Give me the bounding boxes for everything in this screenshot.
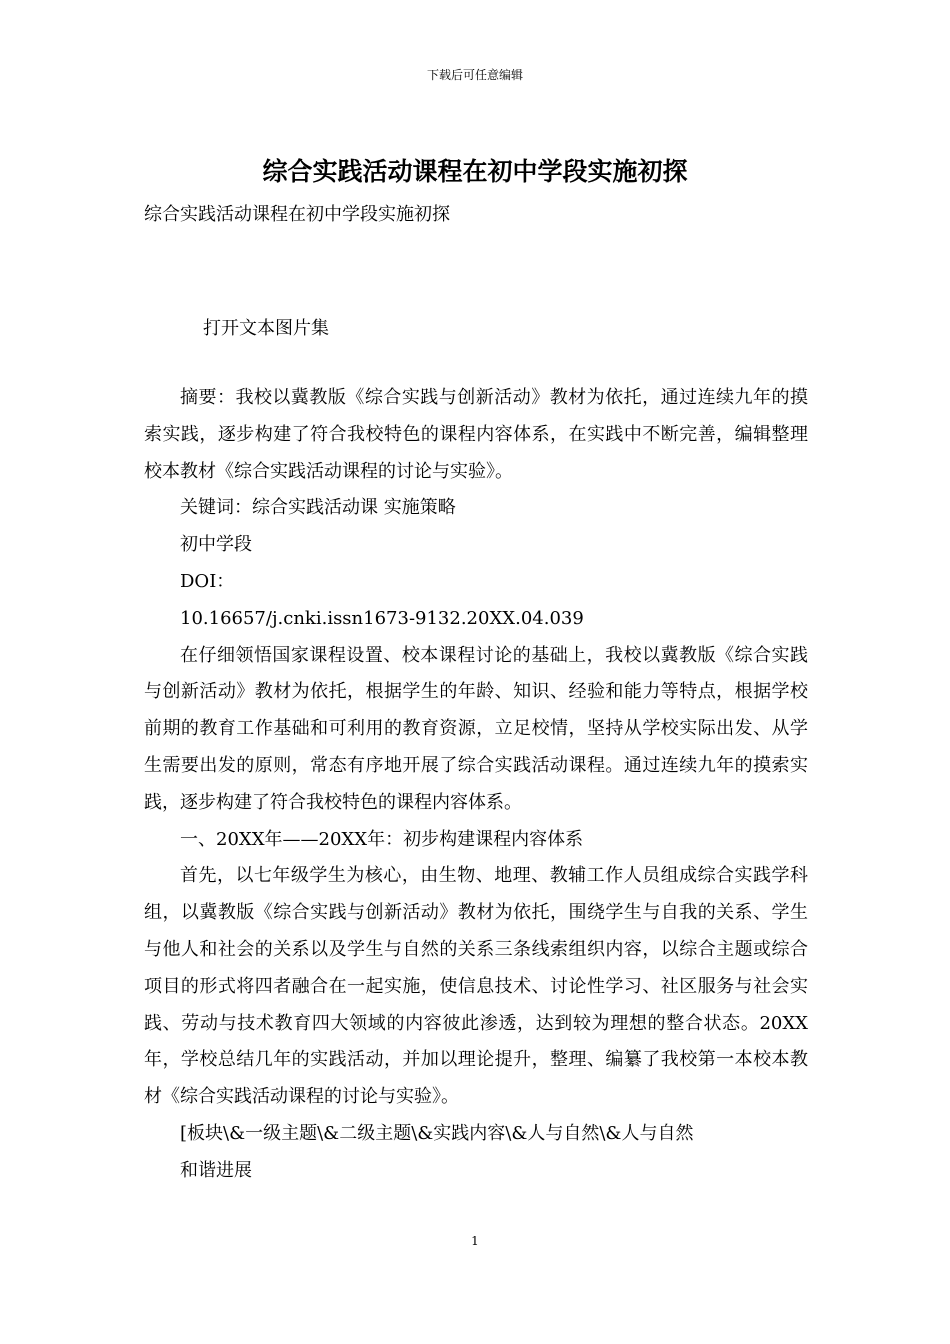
document-title: 综合实践活动课程在初中学段实施初探: [262, 157, 688, 186]
header-note: 下载后可任意编辑: [426, 68, 523, 82]
table-fragment: [板块\&一级主题\&二级主题\&实践内容\&人与自然\&人与自然: [180, 1122, 694, 1144]
doi-value: 10.16657/j.cnki.issn1673-9132.20XX.04.039: [180, 607, 584, 629]
keywords-continued: 初中学段: [180, 534, 252, 556]
section-heading-1: 一、20XX年——20XX年：初步构建课程内容体系: [180, 828, 584, 850]
table-fragment-continued: 和谐进展: [180, 1159, 252, 1181]
document-body: [144, 380, 808, 1190]
keywords-line: 关键词：综合实践活动课 实施策略: [180, 497, 456, 519]
open-image-gallery-link[interactable]: 打开文本图片集: [203, 318, 329, 339]
doi-label: DOI：: [180, 570, 235, 592]
page-number: 1: [471, 1234, 479, 1248]
document-subtitle: 综合实践活动课程在初中学段实施初探: [144, 204, 450, 225]
abstract-paragraph: 摘要：我校以冀教版《综合实践与创新活动》教材为依托，通过连续九年的摸索实践，逐步构建了符合我校特色的课程内容体系，在实践中不断完善，编辑整理校本教材《综合实践活动课程的讨论与实验》。: [144, 387, 808, 482]
section-1-paragraph: 首先，以七年级学生为核心，由生物、地理、教辅工作人员组成综合实践学科组，以冀教版《综合实践与创新活动》教材为依托，围绕学生与自我的关系、学生与他人和社会的关系以及学生与自然的关系三条线索组织内容，以综合主题或综合项目的形式将四者融合在一起实施，使信息技术、讨论性学习、社区服务与社会实践、劳动与技术教育四大领域的内容彼此渗透，达到较为理想的整合状态。20XX年，学校总结几年的实践活动，并加以理论提升，整理、编纂了我校第一本校本教材《综合实践活动课程的讨论与实验》。: [144, 865, 808, 1108]
intro-paragraph: 在仔细领悟国家课程设置、校本课程讨论的基础上，我校以冀教版《综合实践与创新活动》教材为依托，根据学生的年龄、知识、经验和能力等特点，根据学校前期的教育工作基础和可利用的教育资源，立足校情，坚持从学校实际出发、从学生需要出发的原则，常态有序地开展了综合实践活动课程。通过连续九年的摸索实践，逐步构建了符合我校特色的课程内容体系。: [144, 644, 808, 813]
